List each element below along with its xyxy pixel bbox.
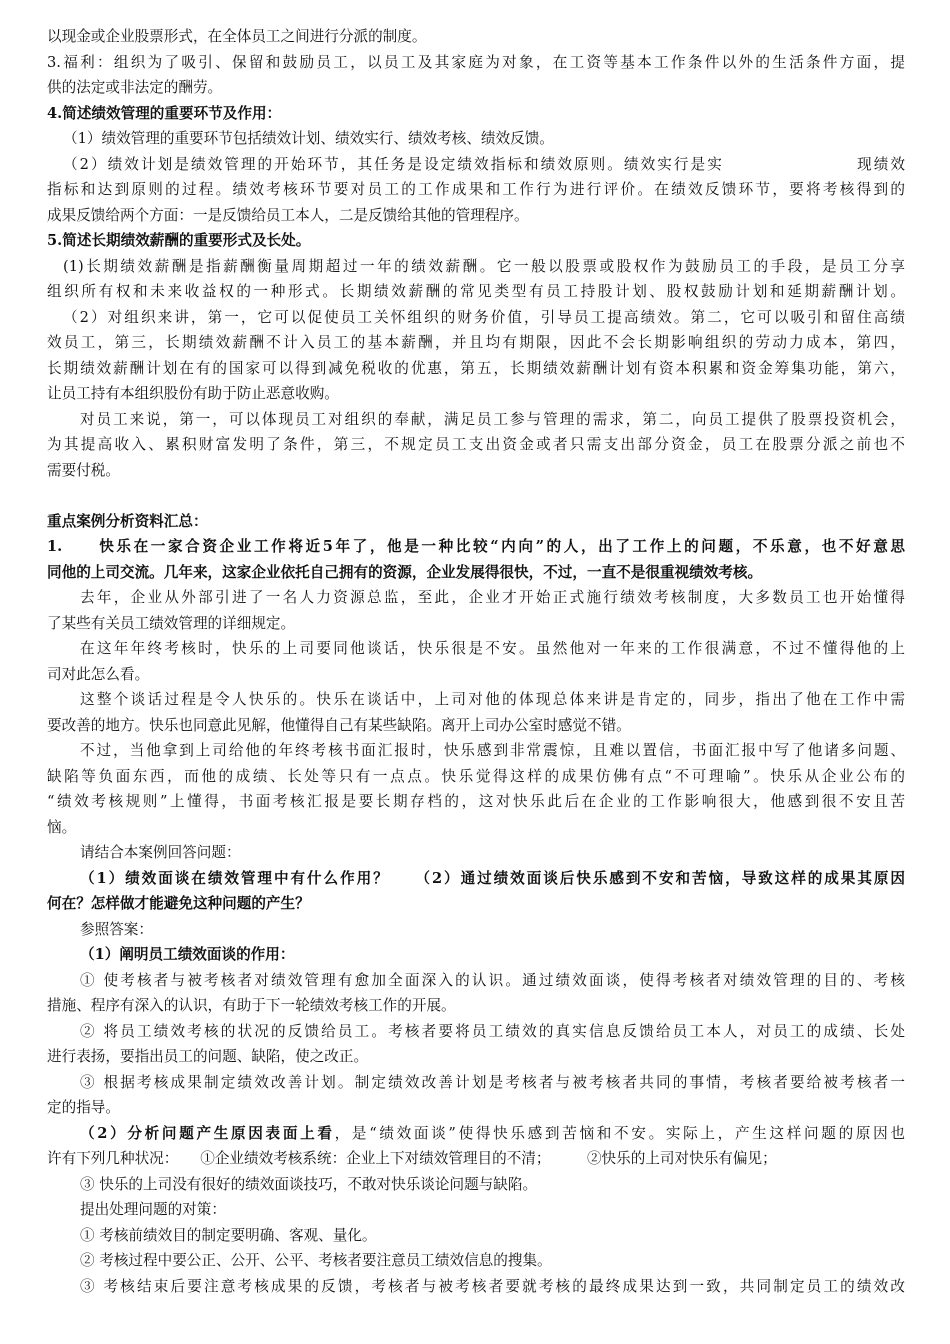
text-line: 对员工来说，第一，可以体现员工对组织的奉献，满足员工参与管理的需求，第二，向员工提供了股票投资机会， xyxy=(80,410,905,428)
text-line: 成果反馈给两个方面：一是反馈给员工本人，二是反馈给其他的管理程序。 xyxy=(47,206,529,224)
text-line: ② 将员工绩效考核的状况的反馈给员工。考核者要将员工绩效的真实信息反馈给员工本人，对员工的成绩、长处 xyxy=(80,1022,905,1040)
text-line: ③ 根据考核成果制定绩效改善计划。制定绩效改善计划是考核者与被考核者共同的事情，考核者要给被考核者一 xyxy=(80,1073,905,1091)
text-line: （1）绩效管理的重要环节包括绩效计划、绩效实行、绩效考核、绩效反馈。 xyxy=(63,130,554,147)
text-line: ① 使考核者与被考核者对绩效管理有愈加全面深入的认识。通过绩效面谈，使得考核者对绩效管理的目的、考核 xyxy=(80,971,905,989)
text-rest: ，是“绩效面谈”使得快乐感到苦恼和不安。实际上，产生这样问题的原因也 xyxy=(334,1124,905,1142)
text-line: ② 考核过程中要公正、公开、公平、考核者要注意员工绩效信息的搜集。 xyxy=(80,1252,552,1269)
text-line xyxy=(47,483,905,509)
text-line: “绩效考核规则”上懂得，书面考核汇报是要长期存档的，这对快乐此后在企业的工作影响很大，他感到很不安且苦 xyxy=(47,793,905,810)
text-line: 效员工，第三，长期绩效薪酬不计入员工的基本薪酬，并且均有期限，因此不会长期影响组织的劳动力成本，第四， xyxy=(47,334,905,351)
heading-line: 5.简述长期绩效薪酬的重要形式及长处。 xyxy=(47,232,311,249)
text-line: 缺陷等负面东西，而他的成绩、长处等只有一点点。快乐觉得这样的成果仿佛有点“不可理喻”。快乐从企业公布的 xyxy=(47,767,905,785)
text-line: 去年，企业从外部引进了一名人力资源总监，至此，企业才开始正式施行绩效考核制度，大多数员工也开始懂得 xyxy=(80,589,905,606)
text-line: 措施、程序有深入的认识，有助于下一轮绩效考核工作的开展。 xyxy=(47,997,456,1014)
text-line: ③ 快乐的上司没有很好的绩效面谈技巧，不敢对快乐谈论问题与缺陷。 xyxy=(80,1175,538,1193)
text-line: 提出处理问题的对策： xyxy=(80,1201,226,1218)
text-line: 指标和达到原则的过程。绩效考核环节要对员工的工作成果和工作行为进行评价。在绩效反馈环节，要将考核得到的 xyxy=(47,181,905,198)
text-line xyxy=(80,1121,905,1147)
heading-line: 重点案例分析资料汇总： xyxy=(47,512,208,530)
heading-line: 何在？怎样做才能避免这种问题的产生？ xyxy=(47,895,310,912)
text-line: 以现金或企业股票形式，在全体员工之间进行分派的制度。 xyxy=(47,28,427,45)
text-line: 不过，当他拿到上司给他的年终考核书面汇报时，快乐感到非常震惊，且难以置信，书面汇报中写了他诸多问题、 xyxy=(80,742,905,759)
text-line: 请结合本案例回答问题： xyxy=(80,844,241,861)
text-line: ③ 考核结束后要注意考核成果的反馈，考核者与被考核者要就考核的最终成果达到一致，共同制定员工的绩效改 xyxy=(80,1277,905,1295)
heading-line: 4.简述绩效管理的重要环节及作用： xyxy=(47,104,282,122)
bold-lead: （2）分析问题产生原因表面上看 xyxy=(80,1124,335,1142)
text-line: 为其提高收入、累积财富发明了条件，第三，不规定员工支出资金或者只需支出部分资金，员工在股票分派之前也不 xyxy=(47,436,905,453)
text-line: 进行表扬，要指出员工的问题、缺陷，使之改正。 xyxy=(47,1048,369,1065)
heading-line: （1）绩效面谈在绩效管理中有什么作用？ （2）通过绩效面谈后快乐感到不安和苦恼，导致这样的成果其原因 xyxy=(80,869,905,887)
text-line: 需要付税。 xyxy=(47,461,120,479)
heading-line: （1）阐明员工绩效面谈的作用： xyxy=(80,946,295,963)
text-line: 要改善的地方。快乐也同意此见解，他懂得自己有某些缺陷。离开上司办公室时感觉不错。 xyxy=(47,716,631,734)
text-line: (1)长期绩效薪酬是指薪酬衡量周期超过一年的绩效薪酬。它一般以股票或股权作为鼓励员工的手段，是员工分享 xyxy=(63,257,905,275)
text-line: （2）对组织来讲，第一，它可以促使员工关怀组织的财务价值，引导员工提高绩效。第二，它可以吸引和留住高绩 xyxy=(63,308,905,326)
text-line: 长期绩效薪酬计划在有的国家可以得到减免税收的优惠，第五，长期绩效薪酬计划有资本积累和资金筹集功能，第六， xyxy=(47,359,905,377)
text-line: 在这年年终考核时，快乐的上司要同他谈话，快乐很是不安。虽然他对一年来的工作很满意，不过不懂得他的上 xyxy=(80,640,905,657)
text-line: 定的指导。 xyxy=(47,1099,120,1116)
text-line: 供的法定或非法定的酬劳。 xyxy=(47,79,223,96)
text-line: 3.福利：组织为了吸引、保留和鼓励员工，以员工及其家庭为对象，在工资等基本工作条件以外的生活条件方面，提 xyxy=(47,53,905,71)
text-line: 参照答案： xyxy=(80,920,153,938)
text-line: 让员工持有本组织股份有助于防止恶意收购。 xyxy=(47,385,339,402)
heading-line: 同他的上司交流。几年来，这家企业依托自己拥有的资源，企业发展得很快，不过，一直不是很重视绩效考核。 xyxy=(47,563,763,581)
text-line: 组织所有权和未来收益权的一种形式。长期绩效薪酬的常见类型有员工持股计划、股权鼓励计划和延期薪酬计划。 xyxy=(47,283,905,300)
text-line: ① 考核前绩效目的制定要明确、客观、量化。 xyxy=(80,1226,377,1244)
text-line: 许有下列几种状况： ①企业绩效考核系统：企业上下对绩效管理目的不清； ②快乐的上司对快乐有偏见； xyxy=(47,1150,777,1167)
text-line: 了某些有关员工绩效管理的详细规定。 xyxy=(47,614,296,632)
text-line: 司对此怎么看。 xyxy=(47,665,150,683)
heading-line: 1. 快乐在一家合资企业工作将近5年了，他是一种比较“内向”的人，出了工作上的问题，不乐意，也不好意思 xyxy=(47,538,905,555)
text-line: 恼。 xyxy=(47,818,77,836)
text-line: 这整个谈话过程是令人快乐的。快乐在谈话中，上司对他的体现总体来讲是肯定的，同步，指出了他在工作中需 xyxy=(80,691,905,708)
text-line: （2）绩效计划是绩效管理的开始环节，其任务是设定绩效指标和绩效原则。绩效实行是实 现绩效 xyxy=(63,155,905,173)
